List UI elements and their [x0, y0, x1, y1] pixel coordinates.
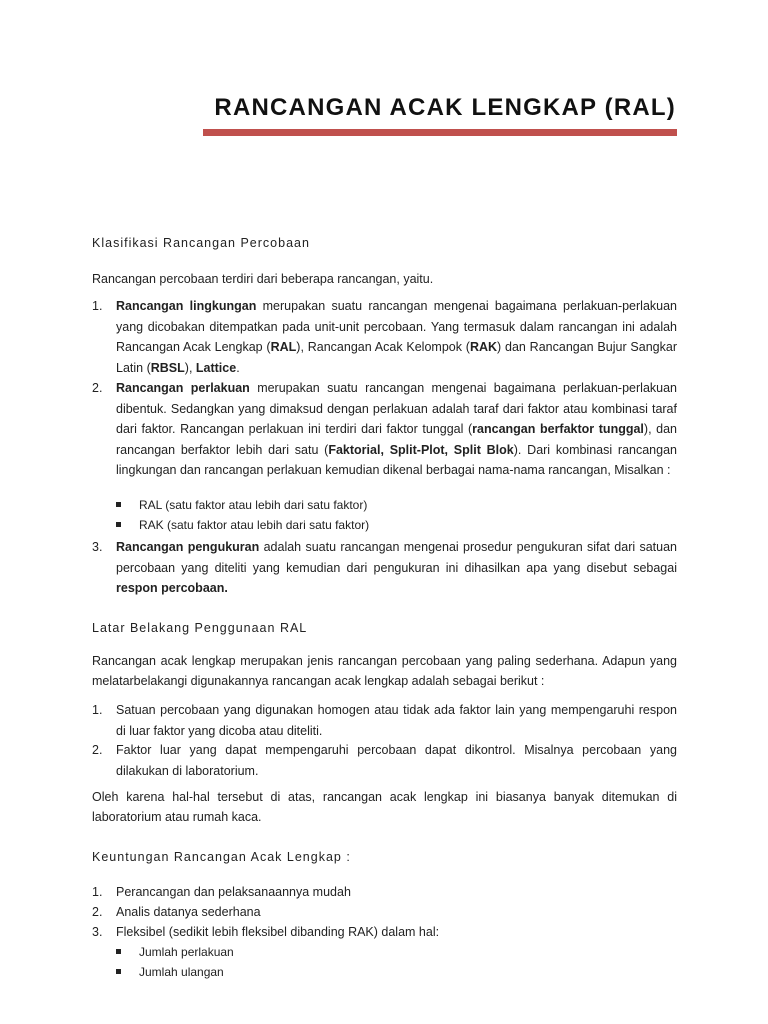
list-item-text: Fleksibel (sedikit lebih fleksibel dibanding RAK) dalam hal: — [116, 925, 440, 939]
bullet-square-icon — [116, 522, 121, 527]
list-item-rancangan-perlakuan — [92, 378, 677, 481]
section-heading-klasifikasi: Klasifikasi Rancangan Percobaan — [92, 236, 310, 250]
list-item-rancangan-pengukuran — [92, 537, 677, 599]
bullet-text: RAK (satu faktor atau lebih dari satu faktor) — [139, 518, 370, 532]
list-number: 1. — [92, 703, 103, 717]
list-number: 3. — [92, 540, 103, 554]
list-item-text — [116, 378, 677, 481]
paragraph-intro-klasifikasi: Rancangan percobaan terdiri dari beberapa rancangan, yaitu. — [92, 272, 434, 286]
paragraph-closing-latar-belakang: Oleh karena hal-hal tersebut di atas, rancangan acak lengkap ini biasanya banyak ditemukan di laboratorium atau rumah kaca. — [92, 790, 677, 824]
list-number: 1. — [92, 299, 103, 313]
bold-term: RAL — [270, 340, 297, 354]
bold-term: Rancangan perlakuan — [116, 381, 250, 395]
text-run: ) dan Rancangan Bujur Sangkar Latin ( — [116, 340, 677, 375]
text-run: merupakan suatu rancangan mengenai bagaimana perlakuan-perlakuan dibentuk. Sedangkan yang dimaksud dengan perlakuan adalah taraf dari faktor atau kombinasi taraf dari faktor. Rancangan perlakuan ini terdiri dari faktor tunggal ( — [116, 381, 677, 436]
text-run: ), dan rancangan berfaktor lebih dari satu ( — [116, 422, 677, 457]
list-item-perancangan — [92, 882, 677, 903]
text-run: merupakan suatu rancangan mengenai bagaimana perlakuan-perlakuan yang dicobakan ditempatkan pada unit-unit percobaan. Yang termasuk dalam rancangan ini adalah Rancangan Acak Lengkap ( — [116, 299, 678, 354]
title-underline-rule — [203, 129, 677, 136]
list-number: 1. — [92, 885, 103, 899]
text-run: ), Rancangan Acak Kelompok ( — [296, 340, 470, 354]
bullet-square-icon — [116, 969, 121, 974]
list-item-text: Faktor luar yang dapat mempengaruhi percobaan dapat dikontrol. Misalnya percobaan yang dilakukan di laboratorium. — [116, 743, 677, 778]
bold-term: Lattice — [195, 360, 237, 375]
text-run: adalah suatu rancangan mengenai prosedur pengukuran sifat dari satuan percobaan yang diteliti yang kemudian dari pengukuran ini dihasilkan apa yang disebut sebagai — [116, 540, 677, 575]
list-item-text: Perancangan dan pelaksanaannya mudah — [116, 885, 351, 899]
list-item-faktor-luar — [92, 740, 677, 781]
paragraph-intro-latar-belakang: Rancangan acak lengkap merupakan jenis rancangan percobaan yang paling sederhana. Adapun yang melatarbelakangi digunakannya rancangan acak lengkap adalah sebagai berikut : — [92, 654, 677, 688]
page-title: RANCANGAN ACAK LENGKAP (RAL) — [214, 94, 676, 121]
section-heading-latar-belakang: Latar Belakang Penggunaan RAL — [92, 621, 308, 635]
list-number: 2. — [92, 743, 103, 757]
bold-term: RAK — [469, 340, 498, 354]
list-item-satuan-percobaan — [92, 700, 677, 741]
list-item-analis-data — [92, 902, 677, 923]
bold-term: Faktorial, Split-Plot, Split Blok — [328, 442, 514, 457]
bullet-text: Jumlah ulangan — [139, 965, 224, 979]
list-item-text — [116, 296, 677, 378]
list-number: 3. — [92, 925, 103, 939]
bullet-item-jumlah-perlakuan — [116, 942, 234, 962]
bold-term: respon percobaan. — [116, 581, 228, 595]
text-run: ). Dari kombinasi rancangan lingkungan dan rancangan perlakuan kemudian dikenal berbagai nama-nama rancangan, Misalkan : — [116, 442, 677, 477]
bold-term: Rancangan pengukuran — [116, 540, 260, 554]
section-heading-keuntungan: Keuntungan Rancangan Acak Lengkap : — [92, 850, 351, 864]
bullet-text: Jumlah perlakuan — [139, 945, 234, 959]
bullet-square-icon — [116, 949, 121, 954]
list-number: 2. — [92, 905, 103, 919]
bullet-item-ral — [116, 495, 367, 515]
bold-term: rancangan berfaktor tunggal — [472, 422, 644, 436]
bullet-item-jumlah-ulangan — [116, 962, 224, 982]
bullet-text: RAL (satu faktor atau lebih dari satu faktor) — [139, 498, 368, 512]
list-item-text: Satuan percobaan yang digunakan homogen atau tidak ada faktor lain yang mempengaruhi respon di luar faktor yang dicoba atau diteliti. — [116, 703, 677, 738]
list-item-text: Analis datanya sederhana — [116, 905, 261, 919]
text-run: . — [236, 360, 240, 375]
bold-term: Rancangan lingkungan — [116, 299, 257, 313]
list-item-text — [116, 537, 677, 599]
bold-term: RBSL — [150, 360, 185, 375]
list-item-fleksibel — [92, 922, 677, 943]
list-number: 2. — [92, 381, 103, 395]
bullet-item-rak — [116, 515, 369, 535]
list-item-rancangan-lingkungan — [92, 296, 677, 378]
text-run: ), — [184, 360, 196, 375]
bullet-square-icon — [116, 502, 121, 507]
